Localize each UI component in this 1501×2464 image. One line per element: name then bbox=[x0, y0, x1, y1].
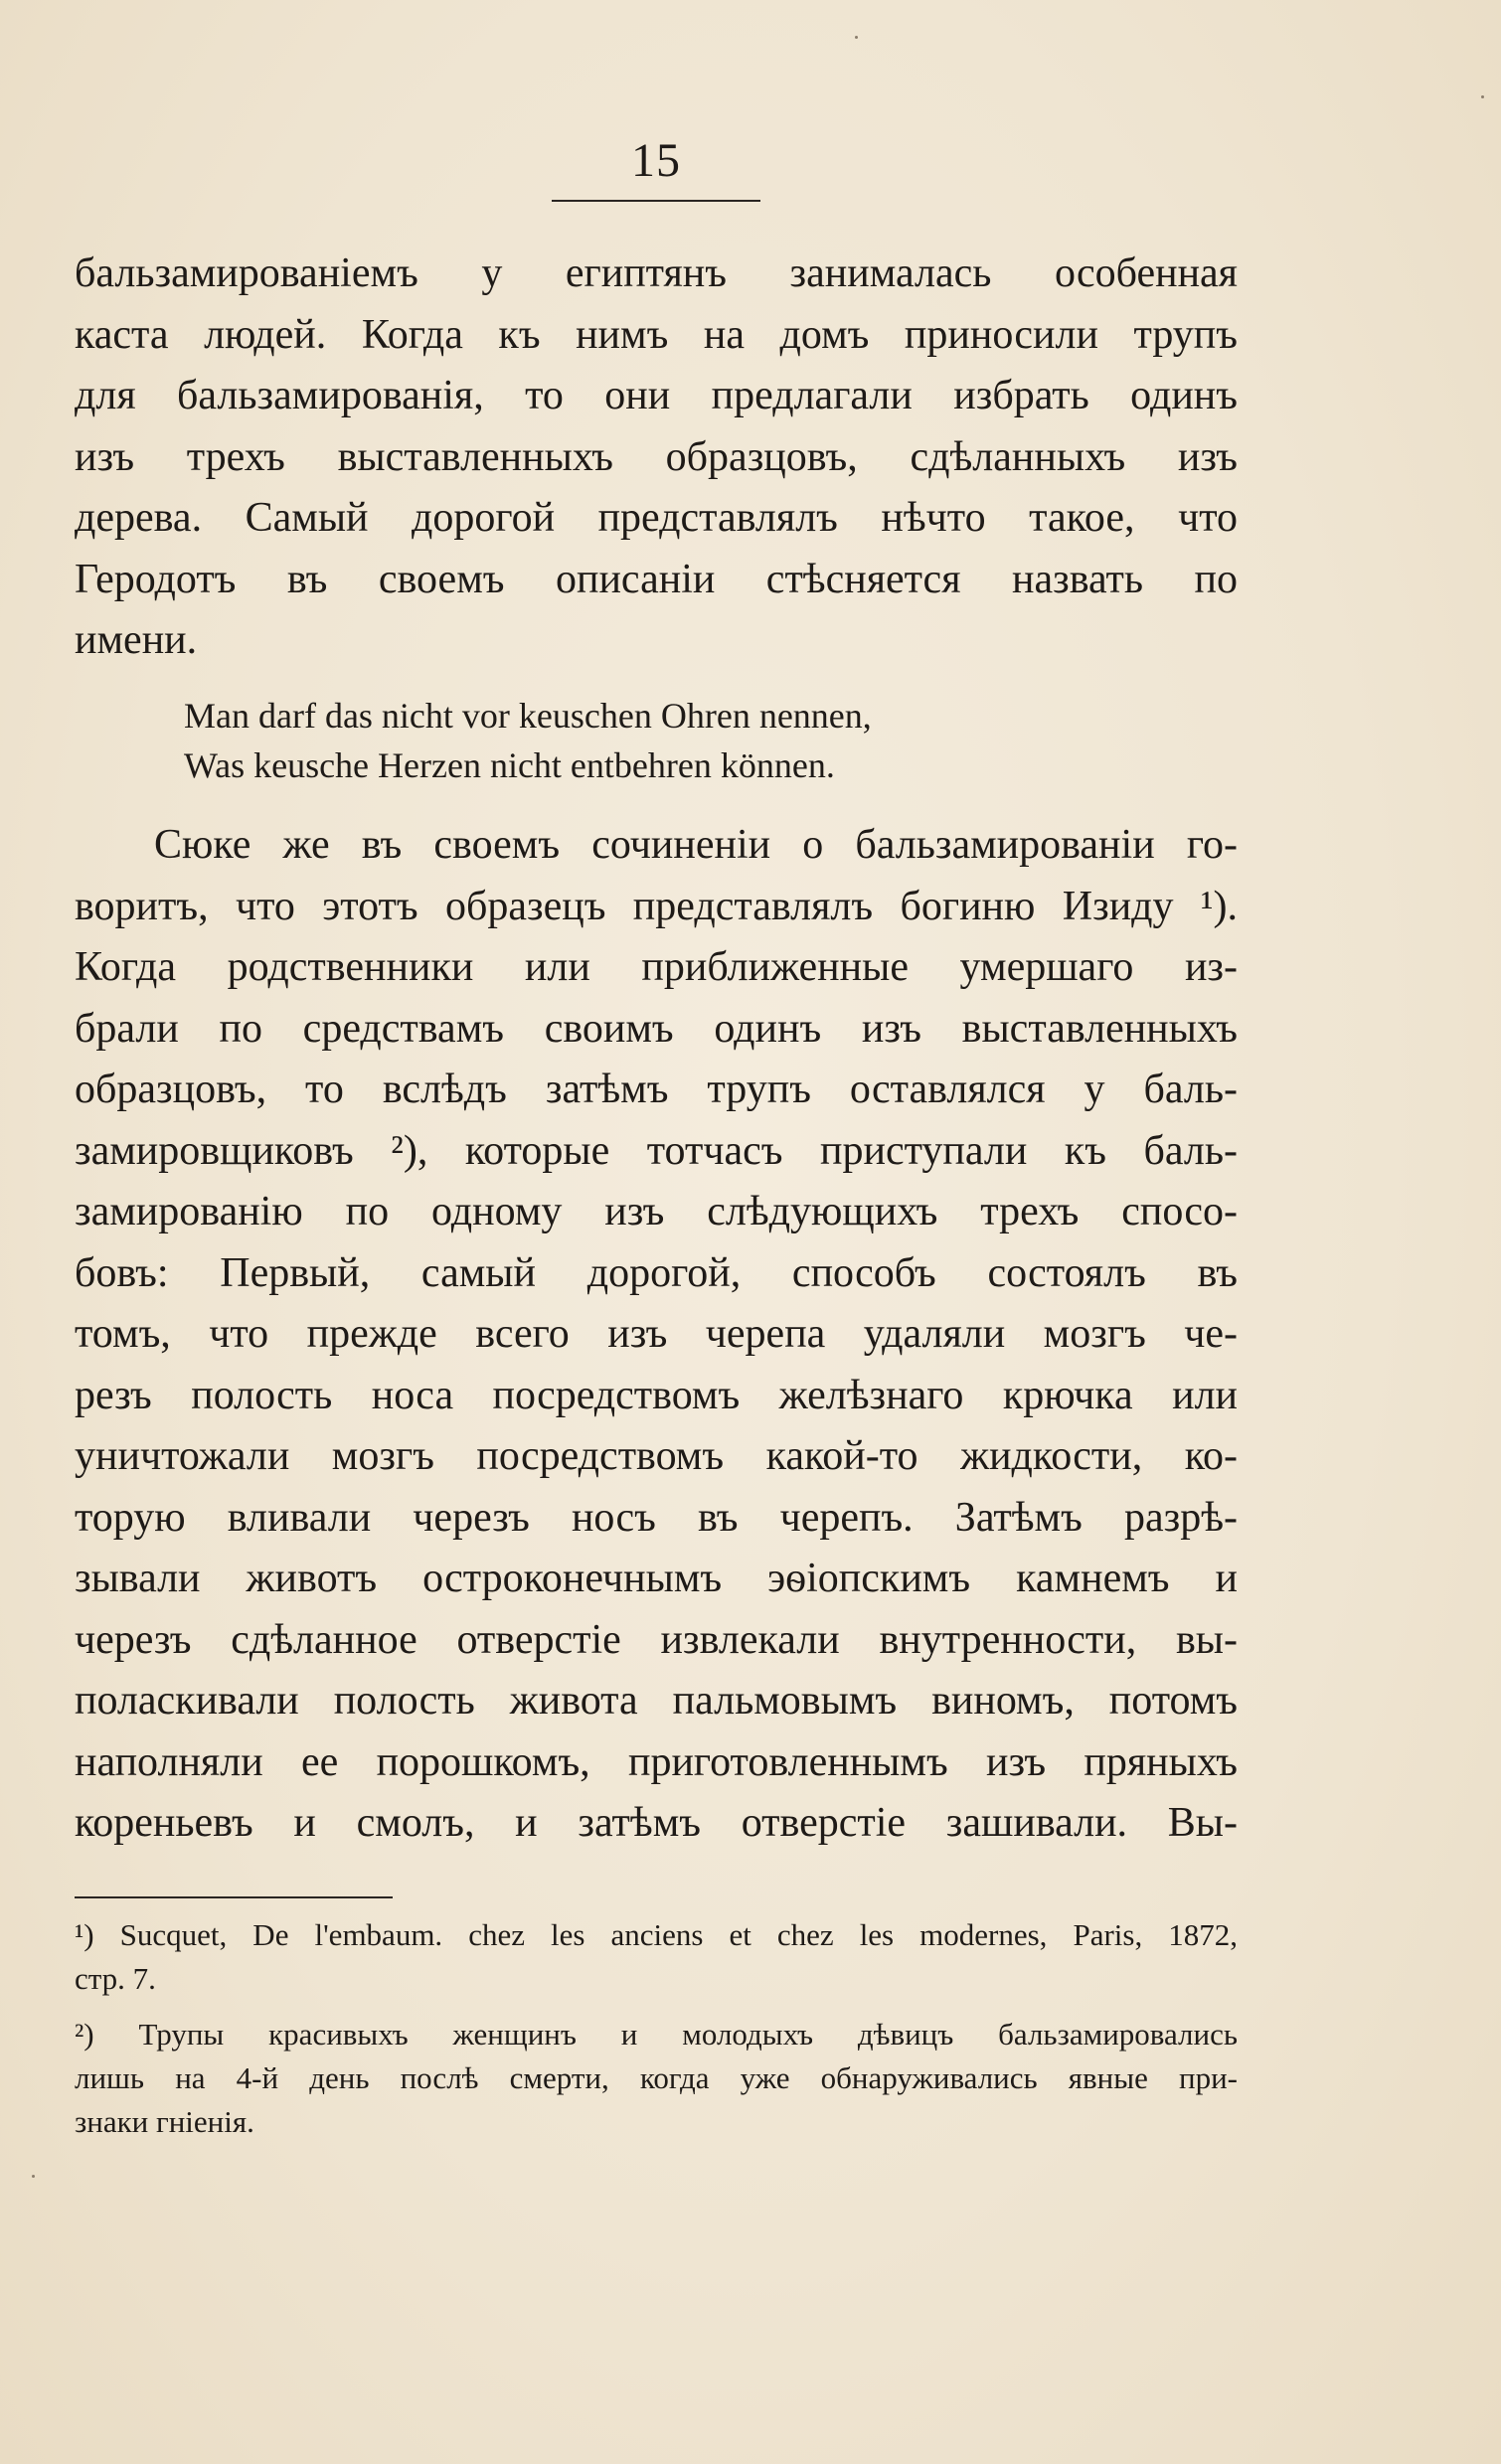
text-line: каста людей. Когда къ нимъ на домъ приносили трупъ bbox=[75, 311, 1238, 358]
text-line: дерева. Самый дорогой представлялъ нѣчто такое, что bbox=[75, 495, 1238, 541]
footnote-1-line: стр. 7. bbox=[75, 1961, 156, 1996]
text-line: воритъ, что этотъ образецъ представлялъ богиню Изиду ¹). bbox=[75, 883, 1238, 929]
footnote-rule bbox=[75, 1896, 393, 1898]
footnotes bbox=[75, 1913, 1238, 2144]
footnote-1-line: ¹) Sucquet, De l'embaum. chez les anciens et chez les modernes, Paris, 1872, bbox=[75, 1917, 1238, 1952]
text-line: томъ, что прежде всего изъ черепа удаляли мозгъ че- bbox=[75, 1311, 1238, 1357]
text-line: зывали животъ остроконечнымъ эѳіопскимъ камнемъ и bbox=[75, 1556, 1238, 1601]
quote-line: Was keusche Herzen nicht entbehren können. bbox=[184, 745, 835, 785]
text-line: замировщиковъ ²), которые тотчасъ приступали къ баль- bbox=[75, 1127, 1238, 1174]
page-number: 15 bbox=[631, 134, 681, 187]
text-line: уничтожали мозгъ посредствомъ какой-то жидкости, ко- bbox=[75, 1433, 1238, 1479]
text-line: бовъ: Первый, самый дорогой, способъ состоялъ въ bbox=[75, 1249, 1238, 1296]
quote-line: Man darf das nicht vor keuschen Ohren nennen, bbox=[184, 696, 872, 736]
text-line: Геродотъ въ своемъ описаніи стѣсняется назвать по bbox=[75, 556, 1238, 602]
text-line: бальзамированіемъ у египтянъ занималась особенная bbox=[75, 250, 1238, 296]
paper-speck bbox=[855, 36, 858, 39]
paper-speck bbox=[1481, 95, 1484, 98]
text-line: Сюке же въ своемъ сочиненіи о бальзамированіи го- bbox=[154, 822, 1238, 868]
footnote-2-line: ²) Трупы красивыхъ женщинъ и молодыхъ дѣвицъ бальзамировались bbox=[75, 2017, 1238, 2052]
paper-speck bbox=[32, 2175, 35, 2178]
text-line: поласкивали полость живота пальмовымъ виномъ, потомъ bbox=[75, 1678, 1238, 1724]
text-line: резъ полость носа посредствомъ желѣзнаго крючка или bbox=[75, 1372, 1238, 1418]
text-line: Когда родственники или приближенные умершаго из- bbox=[75, 944, 1238, 990]
header-rule bbox=[552, 200, 760, 202]
german-quote bbox=[184, 691, 1079, 790]
footnote-2-line: знаки гніенія. bbox=[75, 2104, 254, 2139]
text-line: брали по средствамъ своимъ одинъ изъ выставленныхъ bbox=[75, 1005, 1238, 1052]
text-line: наполняли ее порошкомъ, приготовленнымъ изъ пряныхъ bbox=[75, 1738, 1238, 1785]
footnote-2-line: лишь на 4-й день послѣ смерти, когда уже обнаруживались явные при- bbox=[75, 2060, 1238, 2095]
text-line: черезъ сдѣланное отверстіе извлекали внутренности, вы- bbox=[75, 1616, 1238, 1663]
text-line: торую вливали черезъ носъ въ черепъ. Затѣмъ разрѣ- bbox=[75, 1494, 1238, 1541]
text-line: образцовъ, то вслѣдъ затѣмъ трупъ оставлялся у баль- bbox=[75, 1067, 1238, 1112]
text-line: изъ трехъ выставленныхъ образцовъ, сдѣланныхъ изъ bbox=[75, 433, 1238, 480]
paragraph-2 bbox=[75, 815, 1238, 1855]
text-line: для бальзамированія, то они предлагали избрать одинъ bbox=[75, 373, 1238, 418]
text-line: кореньевъ и смолъ, и затѣмъ отверстіе зашивали. Вы- bbox=[75, 1800, 1238, 1846]
paragraph-1 bbox=[75, 244, 1238, 672]
text-line: замированію по одному изъ слѣдующихъ трехъ спосо- bbox=[75, 1189, 1238, 1234]
text-line: имени. bbox=[75, 617, 198, 663]
